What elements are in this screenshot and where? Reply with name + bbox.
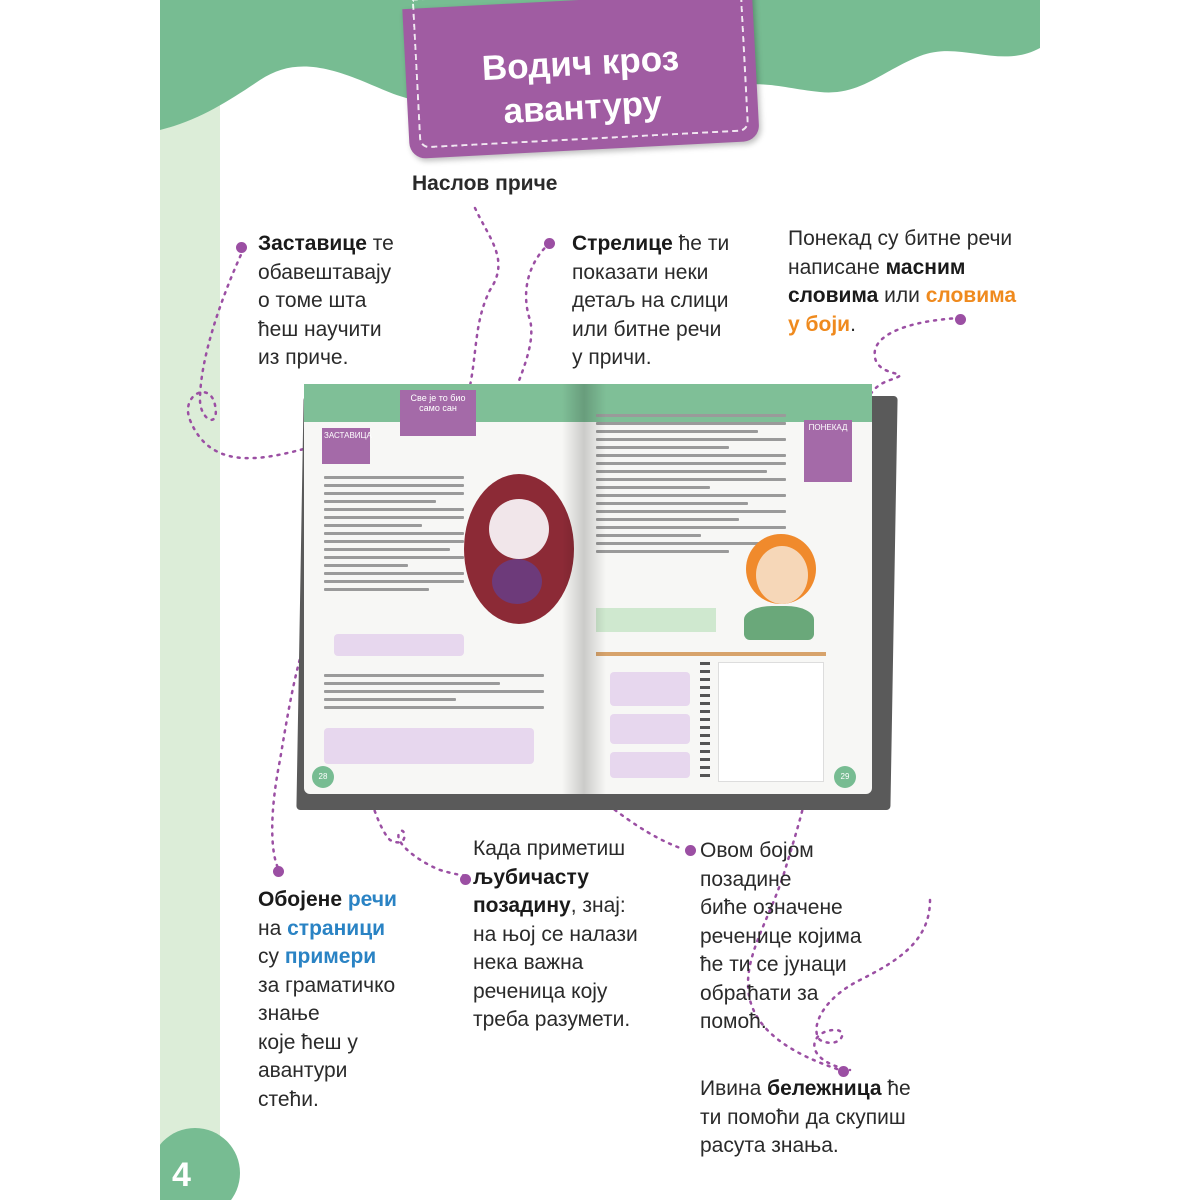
purple-sentence-box: [334, 634, 464, 656]
flags-term: Заставице: [258, 232, 367, 255]
book-illustration: [292, 378, 892, 808]
arrows-description: Стрелице ће ти показати неки детаљ на слици или битне речи у причи.: [572, 232, 730, 369]
marker-dot: [685, 845, 696, 856]
marker-dot: [460, 874, 471, 885]
book-right-flag: ПОНЕКАД: [804, 420, 852, 482]
bold-words-description: Понекад су битне речи написане масним словима или словима у боји.: [788, 227, 1017, 336]
arrows-term: Стрелице: [572, 232, 673, 255]
left-green-strip: [160, 0, 220, 1200]
page-title: Водич кроз авантуру: [480, 38, 680, 132]
marker-dot: [236, 242, 247, 253]
title-banner: [402, 0, 759, 159]
book-left-page-number: 28: [312, 766, 334, 788]
book-right-page: [584, 384, 872, 794]
guide-page: [160, 0, 1040, 1200]
marker-dot: [273, 866, 284, 877]
book-right-page-number: 29: [834, 766, 856, 788]
book-left-title: Све је то био само сан: [400, 390, 476, 436]
flags-description: Заставице те обавештавају о томе шта ћеш научити из приче.: [258, 232, 394, 369]
story-title-label: Наслов приче: [412, 172, 558, 195]
green-sentence-box: [596, 608, 716, 632]
page-number: 4: [160, 1128, 240, 1200]
ivas-notebook: [596, 652, 826, 786]
colored-words-description: Обојене речи на страници су примери за граматичко знање које ћеш у авантури стећи.: [258, 888, 397, 1111]
green-background-description: Овом бојом позадине биће означене реченице којима ће ти се јунаци обраћати за помоћ.: [700, 839, 862, 1033]
notebook-description: Ивина бележница ће ти помоћи да скупиш расута знања.: [700, 1077, 911, 1157]
book-left-page: [304, 384, 584, 794]
purple-background-description: Када приметиш љубичасту позадину, знај: на њој се налази нека важна реченица коју треба разумети.: [473, 837, 638, 1031]
marker-dot: [544, 238, 555, 249]
book-left-flag: ЗАСТАВИЦА: [322, 428, 370, 464]
